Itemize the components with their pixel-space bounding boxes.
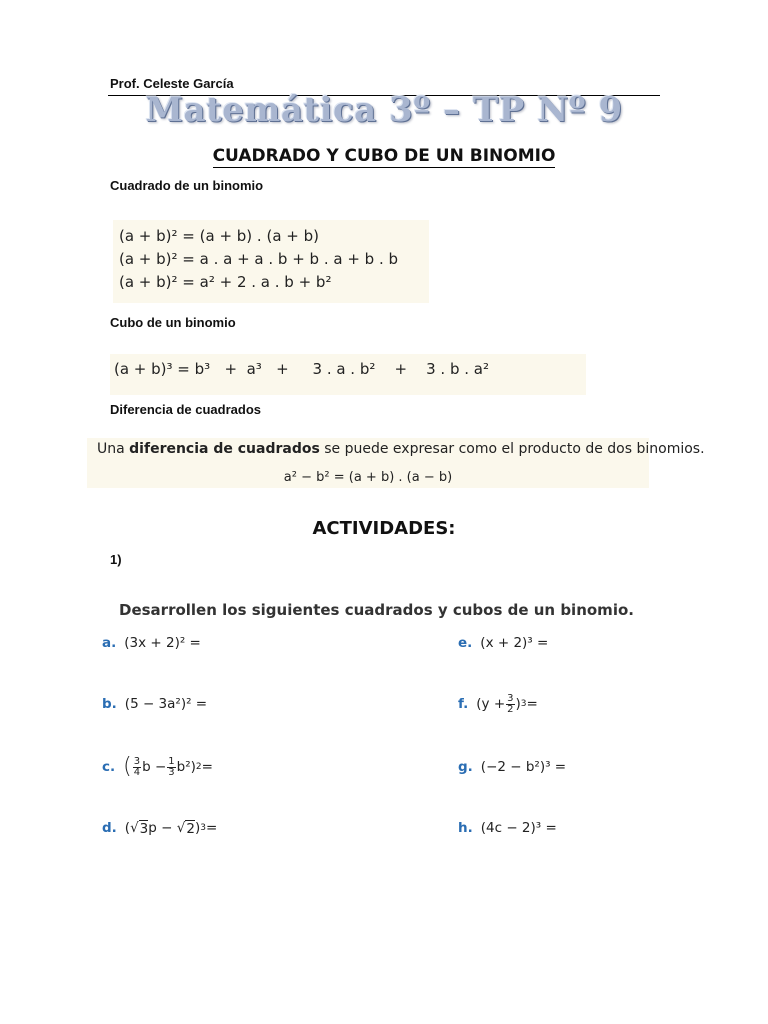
exercise-d <box>102 808 217 848</box>
fraction <box>133 757 141 778</box>
denominator: 4 <box>133 766 141 778</box>
exercise-expression: (3x + 2)² = <box>124 635 201 651</box>
square-section-label: Cuadrado de un binomio <box>110 178 264 193</box>
exercise-f <box>458 684 538 724</box>
exercise-b <box>102 684 207 724</box>
close-paren: ) <box>194 820 201 836</box>
numerator: 1 <box>168 755 175 767</box>
exercise-label: f. <box>458 696 469 712</box>
diff-post: se puede expresar como el producto de dos binomios. <box>319 441 705 457</box>
square-line-2: (a + b)² = a . a + a . b + b . a + b . b <box>119 250 399 268</box>
equals: = <box>201 759 213 775</box>
middle-term: b − <box>142 759 167 775</box>
exponent: 2 <box>195 762 202 772</box>
activity-number: 1) <box>110 552 122 567</box>
cube-section-label: Cubo de un binomio <box>110 315 236 330</box>
exercise-e <box>458 623 548 663</box>
close-paren: ) <box>515 696 521 712</box>
exercise-label: b. <box>102 696 117 712</box>
square-line-3: (a + b)² = a² + 2 . a . b + b² <box>119 273 332 291</box>
open-term: (y + <box>476 696 506 712</box>
middle-term: p − √ <box>148 820 186 836</box>
cube-formula-box: (a + b)³ = b³ + a³ + 3 . a . b² + 3 . b . a² <box>110 354 586 395</box>
radicand: 3 <box>139 820 149 837</box>
fraction <box>167 757 175 778</box>
diff-definition <box>97 441 705 457</box>
subtitle-text: CUADRADO Y CUBO DE UN BINOMIO <box>212 146 556 166</box>
numerator: 3 <box>507 692 514 704</box>
diff-formula-box <box>87 438 705 488</box>
exercise-expression: (4c − 2)³ = <box>480 820 557 836</box>
activities-heading: ACTIVIDADES: <box>312 518 456 539</box>
diff-pre: Una <box>97 441 130 457</box>
diff-bold: diferencia de cuadrados <box>129 441 320 457</box>
exercise-expression: (−2 − b²)³ = <box>480 759 567 775</box>
page-title: Matemática 3º – TP Nº 9 <box>145 90 623 130</box>
denominator: 3 <box>168 766 175 778</box>
exercise-expression: (x + 2)³ = <box>480 635 549 651</box>
activity-instruction: Desarrollen los siguientes cuadrados y cubos de un binomio. <box>119 601 634 619</box>
exercise-c <box>102 747 213 787</box>
fraction <box>506 694 514 715</box>
numerator: 3 <box>133 755 141 767</box>
exercise-a <box>102 623 201 663</box>
equals: = <box>526 696 538 712</box>
exercise-label: g. <box>458 759 473 775</box>
exercise-g <box>458 747 566 787</box>
exercise-label: a. <box>102 635 117 651</box>
square-formula-box <box>113 220 429 303</box>
exercise-expression: (5 − 3a²)² = <box>124 696 208 712</box>
diff-formula: a² − b² = (a + b) . (a − b) <box>283 470 453 485</box>
exercise-label: c. <box>102 759 116 775</box>
open-paren: ( <box>123 754 132 779</box>
exercise-label: d. <box>102 820 117 836</box>
root-open: (√ <box>124 820 139 836</box>
exercise-label: e. <box>458 635 473 651</box>
exponent: 3 <box>200 823 206 833</box>
square-line-1: (a + b)² = (a + b) . (a + b) <box>119 227 319 245</box>
exercise-label: h. <box>458 820 473 836</box>
radicand: 2 <box>186 820 195 837</box>
denominator: 2 <box>507 703 514 715</box>
equals: = <box>205 820 218 836</box>
author-name: Prof. Celeste García <box>110 76 234 91</box>
last-term: b²) <box>176 759 196 775</box>
diff-section-label: Diferencia de cuadrados <box>110 402 261 417</box>
exercise-h <box>458 808 557 848</box>
subtitle <box>0 146 768 166</box>
exponent: 3 <box>520 699 527 709</box>
